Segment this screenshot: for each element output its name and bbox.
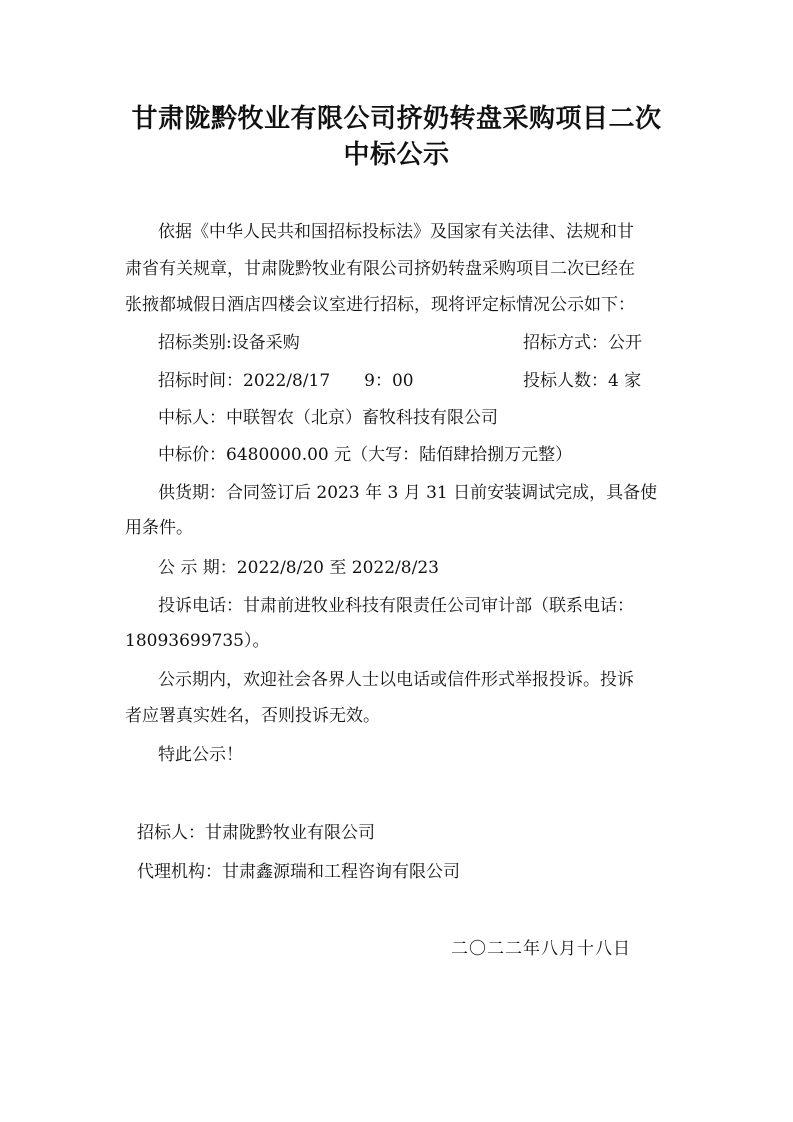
intro-line-1: 依据《中华人民共和国招标投标法》及国家有关法律、法规和甘 (158, 222, 634, 242)
document-title-line-1: 甘肃陇黔牧业有限公司挤奶转盘采购项目二次 (131, 104, 662, 134)
notice-line-1: 公示期内，欢迎社会各界人士以电话或信件形式举报投诉。投诉 (158, 670, 634, 690)
bid-type: 招标类别:设备采购 (158, 333, 300, 353)
tenderer: 招标人：甘肃陇黔牧业有限公司 (137, 823, 375, 843)
delivery-line-1: 供货期：合同签订后 2023 年 3 月 31 日前安装调试完成，具备使 (158, 483, 658, 503)
notice-line-2: 者应署真实姓名，否则投诉无效。 (125, 706, 380, 726)
bidder-count: 投标人数：4 家 (523, 371, 642, 391)
document-date: 二〇二二年八月十八日 (451, 939, 631, 959)
bid-method: 招标方式：公开 (523, 333, 642, 353)
complaint-line-2: 18093699735）。 (125, 631, 270, 651)
closing-statement: 特此公示！ (158, 745, 243, 765)
agency: 代理机构：甘肃鑫源瑞和工程咨询有限公司 (137, 862, 460, 882)
intro-line-3: 张掖都城假日酒店四楼会议室进行招标，现将评定标情况公示如下： (125, 295, 635, 315)
intro-line-2: 肃省有关规章，甘肃陇黔牧业有限公司挤奶转盘采购项目二次已经在 (125, 259, 635, 279)
delivery-line-2: 用条件。 (125, 518, 193, 538)
winning-bidder: 中标人：中联智农（北京）畜牧科技有限公司 (158, 408, 498, 428)
bid-time: 招标时间：2022/8/17 9：00 (158, 371, 414, 391)
winning-price: 中标价：6480000.00 元（大写：陆佰肆拾捌万元整） (158, 445, 573, 465)
publicity-period: 公 示 期：2022/8/20 至 2022/8/23 (158, 558, 439, 578)
complaint-line-1: 投诉电话：甘肃前进牧业科技有限责任公司审计部（联系电话： (158, 596, 634, 616)
document-title-line-2: 中标公示 (343, 140, 450, 170)
